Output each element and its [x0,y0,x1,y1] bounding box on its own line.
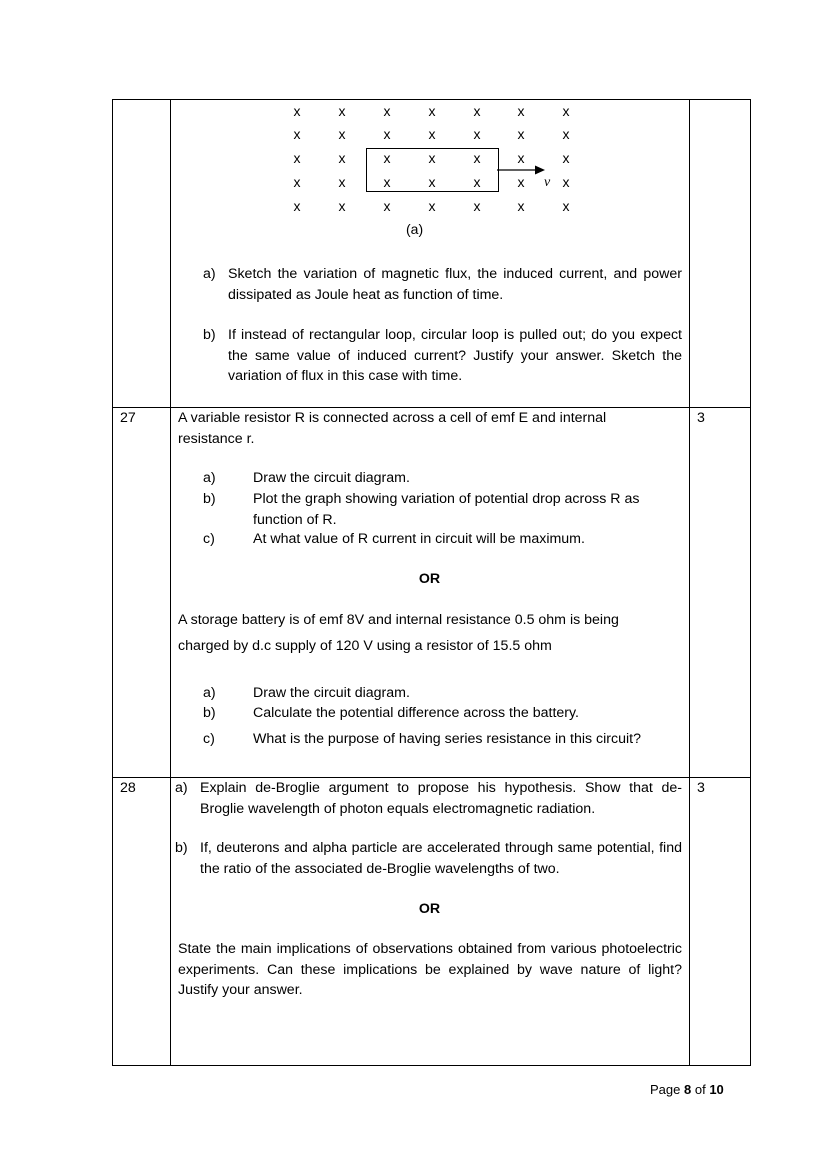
field-cross-r3-c6: x [517,150,525,166]
field-cross-r5-c2: x [338,198,346,214]
q26-part-a-text: Sketch the variation of magnetic flux, the induced current, and power dissipated as Joule heat as function of time. [228,266,682,303]
figure-caption: (a) [406,221,424,237]
field-cross-r4-c4: x [428,174,436,190]
field-cross-r2-c5: x [473,126,481,142]
footer-page-number: 8 [684,1082,692,1097]
field-cross-r2-c3: x [383,126,391,142]
q28-part-a-text: Explain de-Broglie argument to propose his hypothesis. Show that de-Broglie wavelength of photon equals electromagnetic radiation. [200,780,682,817]
field-cross-r2-c6: x [517,126,525,142]
field-cross-r4-c6: x [517,174,525,190]
q28-part-b-text: If, deuterons and alpha particle are accelerated through same potential, find the ratio of the associated de-Broglie wavelengths of two. [200,840,682,877]
q27-part-c-label: c) [203,531,215,547]
field-cross-r3-c7: x [562,150,570,166]
q27-alt-part-b-text: Calculate the potential difference across the battery. [253,705,579,721]
q28-number: 28 [120,780,136,796]
table-left-border [112,99,113,1066]
field-cross-r5-c3: x [383,198,391,214]
field-cross-r3-c4: x [428,150,436,166]
field-cross-r4-c1: x [293,174,301,190]
q26-part-b-label: b) [203,327,216,343]
field-cross-r1-c6: x [517,103,525,119]
footer-total-pages: 10 [709,1082,724,1097]
field-cross-r3-c5: x [473,150,481,166]
q27-part-a-text: Draw the circuit diagram. [253,470,410,486]
q28-or-separator: OR [418,901,441,917]
footer-page-word: Page [650,1082,681,1097]
field-cross-r3-c2: x [338,150,346,166]
field-cross-r4-c3: x [383,174,391,190]
q28-marks: 3 [697,780,705,796]
q26-part-b-text: If instead of rectangular loop, circular loop is pulled out; do you expect the same value of induced current? Justify your answer. Sketch the variation of flux in this case with time. [228,327,682,384]
field-cross-r5-c4: x [428,198,436,214]
field-cross-r1-c2: x [338,103,346,119]
q27-alt-part-c-text: What is the purpose of having series resistance in this circuit? [253,731,641,747]
q26-part-a-label: a) [203,266,216,282]
field-cross-r5-c7: x [562,198,570,214]
q27-intro: A variable resistor R is connected across a cell of emf E and internal resistance r. [178,410,607,447]
field-cross-r5-c6: x [517,198,525,214]
q27-alt-part-a-label: a) [203,685,216,701]
footer-of-word: of [694,1082,706,1097]
q27-alt-intro-line2: charged by d.c supply of 120 V using a resistor of 15.5 ohm [178,638,552,654]
q27-alt-part-c-label: c) [203,731,215,747]
q27-alt-part-b-label: b) [203,705,216,721]
q27-or-separator: OR [418,571,441,587]
field-cross-r1-c5: x [473,103,481,119]
field-cross-r2-c7: x [562,126,570,142]
q27-part-c-text: At what value of R current in circuit will be maximum. [253,531,585,547]
rectangular-loop [366,148,499,192]
field-cross-r4-c7: x [562,174,570,190]
field-cross-r4-c5: x [473,174,481,190]
q27-part-b-label: b) [203,491,216,507]
q27-alt-part-a-text: Draw the circuit diagram. [253,685,410,701]
q27-number: 27 [120,410,136,426]
column-divider-marks [689,99,690,1066]
table-top-border [112,99,751,100]
field-cross-r1-c7: x [562,103,570,119]
q27-part-a-label: a) [203,470,216,486]
velocity-label: v [544,175,551,190]
field-cross-r1-c1: x [293,103,301,119]
field-cross-r3-c3: x [383,150,391,166]
table-right-border [750,99,751,1066]
field-cross-r4-c2: x [338,174,346,190]
field-cross-r5-c5: x [473,198,481,214]
field-cross-r1-c4: x [428,103,436,119]
field-cross-r1-c3: x [383,103,391,119]
table-bottom-border [112,1065,751,1066]
q27-marks: 3 [697,410,705,426]
field-cross-r5-c1: x [293,198,301,214]
field-cross-r2-c4: x [428,126,436,142]
q28-part-b-label: b) [175,840,188,856]
velocity-arrow [497,162,549,178]
page-footer [650,1082,724,1097]
q27-part-b-text: Plot the graph showing variation of potential drop across R as function of R. [253,491,640,528]
q28-alt-text: State the main implications of observations obtained from various photoelectric experiments. Can these implications be explained by wave nature of light? Justify your answer. [178,941,682,998]
field-cross-r3-c1: x [293,150,301,166]
q28-part-a-label: a) [175,780,188,796]
field-cross-r2-c1: x [293,126,301,142]
q27-alt-intro-line1: A storage battery is of emf 8V and internal resistance 0.5 ohm is being [178,612,619,628]
field-cross-r2-c2: x [338,126,346,142]
